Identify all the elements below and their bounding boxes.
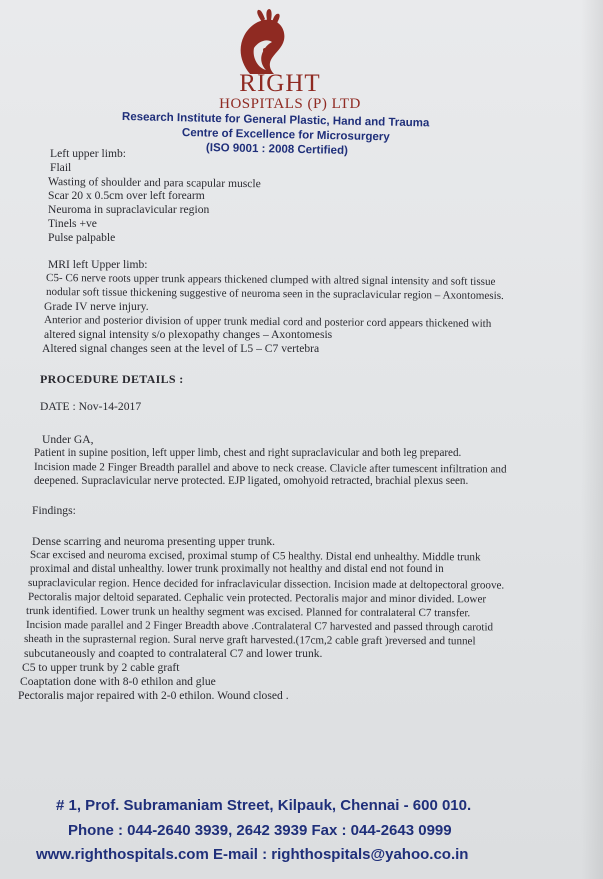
- findings-line: sheath in the suprasternal region. Sural nerve graft harvested.(17cm,2 cable graft )reversed and tunnel: [23, 633, 476, 648]
- procedure-line: Under GA,: [42, 433, 94, 446]
- findings-line: supraclavicular region. Hence decided for infraclavicular dissection. Incision made at deltopectoral groove.: [27, 577, 505, 592]
- section-heading-left-upper-limb: Left upper limb:: [50, 147, 126, 160]
- mri-line: Altered signal changes seen at the level of L5 – C7 vertebra: [42, 342, 320, 355]
- institute-line-1: Research Institute for General Plastic, Hand and Trauma: [121, 111, 430, 130]
- page-edge-shadow: [581, 0, 603, 879]
- footer-web-email: www.righthospitals.com E-mail : righthospitals@yahoo.co.in: [36, 846, 469, 863]
- findings-line: Pectoralis major deltoid separated. Cephalic vein protected. Pectoralis major and minor divided. Lower: [27, 591, 487, 606]
- findings-line: Coaptation done with 8-0 ethilon and glue: [20, 675, 216, 688]
- finding-line: Wasting of shoulder and para scapular muscle: [47, 175, 261, 191]
- institute-line-3: (ISO 9001 : 2008 Certified): [205, 142, 349, 157]
- mri-line: nodular soft tissue thickening suggestive of neuroma seen in the supraclavicular region – Axontomesis.: [45, 286, 504, 302]
- findings-line: Incision made parallel and 2 Finger Breadth above .Contralateral C7 harvested and passed through carotid: [25, 619, 494, 634]
- brand-name: RIGHT: [239, 70, 321, 97]
- footer-address: # 1, Prof. Subramaniam Street, Kilpauk, Chennai - 600 010.: [56, 797, 472, 814]
- procedure-line: deepened. Supraclavicular nerve protected. EJP ligated, omohyoid retracted, brachial plexus seen.: [34, 475, 469, 487]
- finding-line: Scar 20 x 0.5cm over left forearm: [48, 189, 205, 202]
- finding-line: Neuroma in supraclavicular region: [48, 203, 210, 216]
- procedure-line: Patient in supine position, left upper limb, chest and right supraclavicular and both leg prepared.: [34, 447, 462, 459]
- findings-line: Dense scarring and neuroma presenting upper trunk.: [32, 535, 276, 548]
- findings-line: C5 to upper trunk by 2 cable graft: [22, 661, 180, 674]
- finding-line: Tinels +ve: [48, 217, 97, 230]
- finding-line: Pulse palpable: [48, 231, 116, 244]
- procedure-date: DATE : Nov-14-2017: [40, 400, 142, 413]
- findings-line: Scar excised and neuroma excised, proximal stump of C5 healthy. Distal end unhealthy. Middle trunk: [29, 549, 481, 564]
- findings-line: Pectoralis major repaired with 2-0 ethilon. Wound closed .: [18, 689, 289, 702]
- section-heading-mri: MRI left Upper limb:: [48, 258, 148, 271]
- findings-line: subcutaneously and coapted to contralateral C7 and lower trunk.: [24, 647, 323, 660]
- procedure-details-heading: PROCEDURE DETAILS :: [40, 372, 184, 386]
- findings-line: trunk identified. Lower trunk un healthy segment was excised. Planned for contralateral C7 transfer.: [25, 605, 471, 620]
- footer-phone: Phone : 044-2640 3939, 2642 3939 Fax : 044-2643 0999: [68, 822, 452, 839]
- mri-line: Anterior and posterior division of upper trunk medial cord and posterior cord appears thickened with: [43, 314, 492, 330]
- procedure-line: Incision made 2 Finger Breadth parallel and above to neck crease. Clavicle after tumescent infiltration and: [33, 461, 507, 476]
- mri-line: C5- C6 nerve roots upper trunk appears thickened clumped with altred signal intensity and soft tissue: [45, 272, 496, 288]
- institute-line-2: Centre of Excellence for Microsurgery: [181, 127, 390, 144]
- mri-line: Grade IV nerve injury.: [44, 300, 149, 313]
- brand-subtitle: HOSPITALS (P) LTD: [219, 96, 361, 112]
- findings-heading: Findings:: [32, 504, 76, 517]
- mri-line: altered signal intensity s/o plexopathy changes – Axontomesis: [44, 328, 333, 341]
- findings-line: proximal and distal unhealthy. lower trunk proximally not healthy and distal end not found in: [30, 563, 444, 575]
- finding-line: Flail: [50, 161, 72, 174]
